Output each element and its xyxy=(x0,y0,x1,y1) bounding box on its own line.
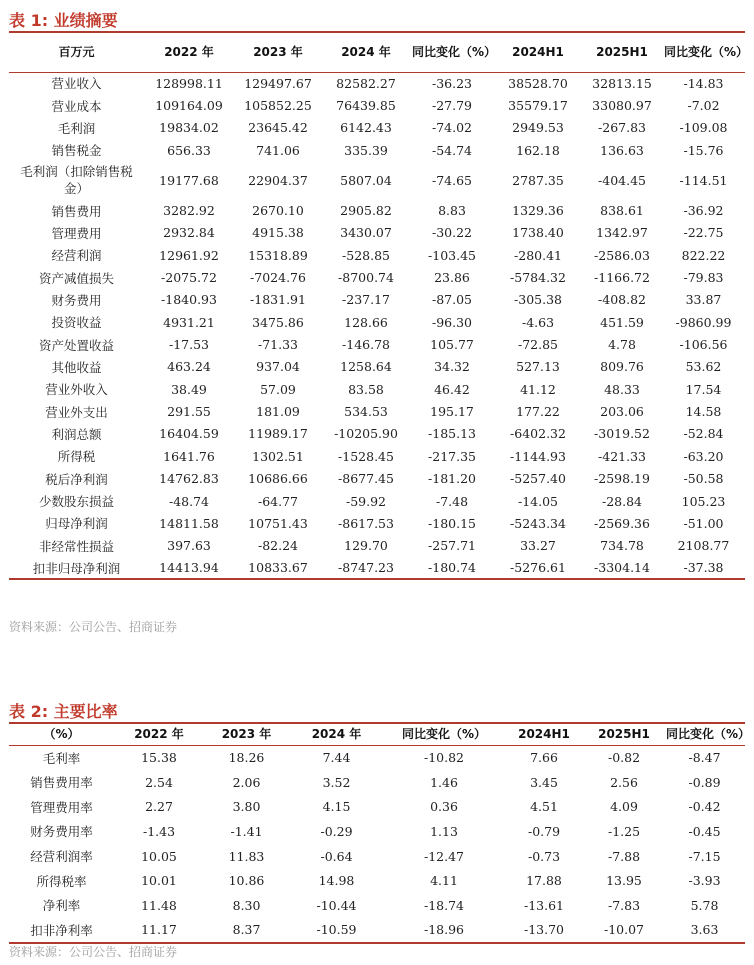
table1-cell: 4.78 xyxy=(608,337,636,353)
table1-cell: 181.09 xyxy=(256,404,300,420)
table1-cell: -3019.52 xyxy=(594,426,650,442)
table2-header-cell: （%） xyxy=(9,723,114,745)
table1-cell: 1342.97 xyxy=(596,225,648,241)
table2-row-label: 所得税率 xyxy=(36,873,87,889)
table2-header-cell: 同比变化（%） xyxy=(664,723,745,745)
table2-header-cell: 2024 年 xyxy=(289,723,384,745)
table1-cell: 16404.59 xyxy=(159,426,219,442)
table1-cell: 195.17 xyxy=(430,404,474,420)
table1-cell: 14811.58 xyxy=(159,515,219,531)
table1-cell: -72.85 xyxy=(517,337,558,353)
table2-cell: 14.98 xyxy=(318,873,355,889)
table1-cell: 534.53 xyxy=(344,404,388,420)
table2-cell: 2.56 xyxy=(610,774,638,790)
table2-cell: 11.83 xyxy=(228,848,265,864)
table1-cell: 23.86 xyxy=(434,270,470,286)
table1-cell: -3304.14 xyxy=(594,560,650,576)
table1-row-label: 利润总额 xyxy=(51,426,102,442)
table1-cell: 128998.11 xyxy=(155,75,223,91)
table2-cell: 2.27 xyxy=(145,799,173,815)
table2-header-cell: 2023 年 xyxy=(204,723,289,745)
table1-header-cell: 2025H1 xyxy=(582,32,662,72)
table1-cell: -421.33 xyxy=(598,448,646,464)
table1-row-label: 少数股东损益 xyxy=(38,494,114,510)
table1-row xyxy=(9,512,745,534)
table1-cell: 741.06 xyxy=(256,142,300,158)
table1-cell: -257.71 xyxy=(428,538,476,554)
table1-cell: -2586.03 xyxy=(594,247,650,263)
table1-cell: -2569.36 xyxy=(594,515,650,531)
table1-cell: 17.54 xyxy=(685,381,722,397)
table2-cell: 13.95 xyxy=(606,873,642,889)
table2-cell: 8.30 xyxy=(232,897,261,913)
table2-cell: -0.82 xyxy=(607,750,641,766)
table1-row xyxy=(9,400,745,422)
table1-cell: 451.59 xyxy=(600,314,644,330)
table1-cell: -1166.72 xyxy=(594,270,650,286)
table2-cell: 7.44 xyxy=(322,750,351,766)
table2-cell: -0.29 xyxy=(320,823,353,839)
table1-cell: -54.74 xyxy=(431,142,472,158)
table1-cell: 38528.70 xyxy=(508,75,568,91)
table2-cell: -1.25 xyxy=(607,823,641,839)
table1-cell: 48.33 xyxy=(604,381,640,397)
table1-cell: -2598.19 xyxy=(594,471,650,487)
table1-row-label: 资产处置收益 xyxy=(38,337,114,353)
table1-cell: 291.55 xyxy=(167,404,211,420)
table1-cell: 162.18 xyxy=(516,142,560,158)
table2-cell: 10.01 xyxy=(141,873,177,889)
performance-summary-table xyxy=(9,31,749,580)
table1-cell: 41.12 xyxy=(520,381,556,397)
table2-cell: -0.64 xyxy=(320,848,353,864)
table1-cell: 1641.76 xyxy=(163,448,215,464)
table1-row-label: 财务费用 xyxy=(51,292,102,308)
table1-cell: -74.02 xyxy=(431,120,472,136)
table1-cell: -71.33 xyxy=(257,337,298,353)
table1-cell: 2905.82 xyxy=(340,203,392,219)
table1-cell: -59.92 xyxy=(345,493,386,509)
table1-row-label: 管理费用 xyxy=(51,225,102,241)
table1-cell: -305.38 xyxy=(514,292,562,308)
table1-row-label: 毛利润（扣除销售税金） xyxy=(20,164,133,197)
table1-cell: 23645.42 xyxy=(248,120,308,136)
table2-cell: -0.79 xyxy=(527,823,561,839)
table1-cell: -51.00 xyxy=(683,515,724,531)
table2-cell: -7.83 xyxy=(607,897,641,913)
table1-row xyxy=(9,356,745,378)
table1-cell: -280.41 xyxy=(514,247,562,263)
table1-cell: 14.58 xyxy=(685,404,722,420)
table2-cell: -13.70 xyxy=(523,922,564,938)
table2-cell: -12.47 xyxy=(423,848,464,864)
table1-cell: 3475.86 xyxy=(252,314,304,330)
table1-cell: 10686.66 xyxy=(248,471,308,487)
table1-cell: 734.78 xyxy=(600,538,644,554)
table2-row-label: 扣非净利率 xyxy=(30,922,93,938)
table1-cell: -1528.45 xyxy=(338,448,394,464)
table2-cell: 3.63 xyxy=(690,922,719,938)
table1-cell: 128.66 xyxy=(344,314,388,330)
table2-row xyxy=(9,819,745,844)
table2-cell: 2.54 xyxy=(145,774,173,790)
table1-cell: 809.76 xyxy=(600,359,644,375)
table2-cell: -10.59 xyxy=(316,922,357,938)
table1-row-label: 投资收益 xyxy=(51,315,102,331)
table1-cell: 1738.40 xyxy=(512,225,564,241)
table2-cell: -7.88 xyxy=(607,848,641,864)
table1-cell: 46.42 xyxy=(434,381,470,397)
table2-cell: -8.47 xyxy=(688,750,721,766)
table2-cell: -10.82 xyxy=(423,750,464,766)
table1-cell: -36.92 xyxy=(683,203,724,219)
table1-header-cell: 百万元 xyxy=(9,32,144,72)
table1-cell: 822.22 xyxy=(681,247,726,263)
table2-cell: -13.61 xyxy=(523,897,564,913)
table2-cell: 4.11 xyxy=(430,873,458,889)
table1-cell: 397.63 xyxy=(167,538,211,554)
table1-cell: -22.75 xyxy=(683,225,724,241)
table1-cell: -8700.74 xyxy=(338,270,394,286)
table2-cell: -18.96 xyxy=(423,922,464,938)
table2-cell: 15.38 xyxy=(141,750,177,766)
table1-cell: 19177.68 xyxy=(159,172,219,188)
table2-cell: 0.36 xyxy=(430,799,458,815)
table1-cell: 15318.89 xyxy=(248,247,308,263)
table1-cell: -79.83 xyxy=(683,270,724,286)
table1-row xyxy=(9,199,745,221)
table1-header-cell: 2024 年 xyxy=(322,32,410,72)
table2-cell: 11.17 xyxy=(141,922,177,938)
table1-cell: 937.04 xyxy=(256,359,300,375)
table2-cell: 17.88 xyxy=(526,873,562,889)
table1-cell: -8617.53 xyxy=(338,515,394,531)
table2-cell: 3.80 xyxy=(232,799,261,815)
table1-cell: -52.84 xyxy=(683,426,724,442)
table2-cell: 3.52 xyxy=(322,774,351,790)
table2-row-label: 毛利率 xyxy=(42,750,81,766)
table1-cell: 3282.92 xyxy=(163,203,215,219)
table1-cell: -74.65 xyxy=(431,172,472,188)
table2-row-label: 管理费用率 xyxy=(30,799,93,815)
table1-cell: 38.49 xyxy=(171,381,207,397)
table2-cell: 11.48 xyxy=(141,897,177,913)
table2-header-cell: 2022 年 xyxy=(114,723,204,745)
table1-cell: 2949.53 xyxy=(512,120,564,136)
table1-row-label: 营业收入 xyxy=(51,76,102,92)
table1-cell: 8.83 xyxy=(438,203,466,219)
table1-cell: -217.35 xyxy=(428,448,476,464)
table2-cell: 3.45 xyxy=(530,774,558,790)
table1-row xyxy=(9,311,745,333)
table1-row-label: 扣非归母净利润 xyxy=(32,560,121,576)
table1-cell: -1840.93 xyxy=(161,292,217,308)
table1-cell: 14413.94 xyxy=(159,560,219,576)
table1-header-cell: 2022 年 xyxy=(144,32,234,72)
table1-cell: -106.56 xyxy=(679,337,728,353)
table2-cell: 8.37 xyxy=(232,922,261,938)
table1-row xyxy=(9,378,745,400)
table1-cell: -15.76 xyxy=(683,142,724,158)
table1-cell: 22904.37 xyxy=(248,172,308,188)
table2-cell: -1.43 xyxy=(142,823,176,839)
table1-cell: -181.20 xyxy=(428,471,476,487)
table1-cell: -37.38 xyxy=(683,560,724,576)
table1-header-cell: 2023 年 xyxy=(234,32,322,72)
table1-row-label: 其他收益 xyxy=(51,359,102,375)
table1-header-cell: 同比变化（%） xyxy=(662,32,745,72)
key-ratios-table xyxy=(9,722,751,944)
table2-row xyxy=(9,794,745,819)
table1-header-cell: 同比变化（%） xyxy=(410,32,494,72)
table1-cell: 527.13 xyxy=(516,359,560,375)
table2-cell: 7.66 xyxy=(530,750,558,766)
table1-cell: -27.79 xyxy=(431,98,472,114)
table2-cell: -0.42 xyxy=(688,799,721,815)
table1-cell: 1329.36 xyxy=(512,203,564,219)
table2-cell: -10.07 xyxy=(603,922,644,938)
table2-cell: 4.15 xyxy=(322,799,351,815)
table1-cell: -7.48 xyxy=(435,493,469,509)
table1-cell: -180.15 xyxy=(428,515,476,531)
table2-cell: 5.78 xyxy=(690,897,719,913)
table1-cell: -2075.72 xyxy=(161,270,217,286)
table1-cell: 2787.35 xyxy=(512,172,564,188)
table1-cell: -146.78 xyxy=(342,337,390,353)
table2-row-label: 净利率 xyxy=(42,898,81,914)
table1-cell: 105.23 xyxy=(681,493,726,509)
table1-cell: 10833.67 xyxy=(248,560,308,576)
table1-cell: 129.70 xyxy=(344,538,388,554)
table2-cell: 10.05 xyxy=(141,848,177,864)
table1-cell: -1144.93 xyxy=(510,448,566,464)
table1-cell: 136.63 xyxy=(600,142,644,158)
table2-cell: 10.86 xyxy=(228,873,265,889)
table2-cell: -3.93 xyxy=(688,873,721,889)
table1-row xyxy=(9,117,745,139)
table1-cell: -50.58 xyxy=(683,471,724,487)
table1-cell: -180.74 xyxy=(428,560,476,576)
table2-row-label: 经营利润率 xyxy=(30,849,93,865)
table1-cell: -1831.91 xyxy=(250,292,306,308)
table1-cell: -237.17 xyxy=(342,292,390,308)
table1-cell: 3430.07 xyxy=(340,225,392,241)
table1-cell: 109164.09 xyxy=(155,98,223,114)
table1-cell: -5257.40 xyxy=(510,471,566,487)
table2-cell: -0.45 xyxy=(688,823,721,839)
table1-cell: 2108.77 xyxy=(677,538,730,554)
table2-row xyxy=(9,893,745,918)
table1-cell: -82.24 xyxy=(257,538,298,554)
table1-row xyxy=(9,161,745,199)
table1-cell: -30.22 xyxy=(431,225,472,241)
table1-cell: 83.58 xyxy=(348,381,384,397)
table1-cell: 105.77 xyxy=(430,337,474,353)
table1-row xyxy=(9,244,745,266)
table2-cell: -18.74 xyxy=(423,897,464,913)
table2-row xyxy=(9,745,745,770)
table2-cell: -10.44 xyxy=(316,897,357,913)
table1-source-note: 资料来源：公司公告、招商证券 xyxy=(9,620,178,634)
table2-cell: -0.89 xyxy=(688,774,721,790)
table1-cell: -5784.32 xyxy=(510,270,566,286)
table2-row-label: 销售费用率 xyxy=(30,775,93,791)
table1-cell: -87.05 xyxy=(431,292,472,308)
table1-cell: 4931.21 xyxy=(163,314,215,330)
table1-cell: -14.05 xyxy=(517,493,558,509)
table1-cell: 203.06 xyxy=(600,404,644,420)
table1-caption: 表 1: 业绩摘要 xyxy=(9,11,118,30)
table1-row-label: 营业成本 xyxy=(51,98,102,114)
table2-row-label: 财务费用率 xyxy=(30,824,93,840)
table1-cell: -36.23 xyxy=(431,75,472,91)
table1-cell: 14762.83 xyxy=(159,471,219,487)
table1-cell: -48.74 xyxy=(168,493,209,509)
table2-cell: -0.73 xyxy=(527,848,561,864)
table1-cell: 2932.84 xyxy=(163,225,215,241)
table2-header-row xyxy=(9,723,745,745)
table2-cell: 4.51 xyxy=(530,799,558,815)
table1-cell: -185.13 xyxy=(428,426,476,442)
table2-cell: 1.46 xyxy=(430,774,458,790)
table1-cell: -528.85 xyxy=(342,247,390,263)
table1-cell: 12961.92 xyxy=(159,247,219,263)
table1-row-label: 税后净利润 xyxy=(45,471,108,487)
table1-cell: 53.62 xyxy=(685,359,722,375)
table1-cell: 105852.25 xyxy=(244,98,312,114)
table1-cell: -10205.90 xyxy=(334,426,398,442)
table1-cell: 463.24 xyxy=(167,359,211,375)
table1-row-label: 资产减值损失 xyxy=(38,270,114,286)
table1-cell: 129497.67 xyxy=(244,75,312,91)
table1-cell: 34.32 xyxy=(434,359,470,375)
table1-row-label: 所得税 xyxy=(57,449,96,465)
table1-row xyxy=(9,423,745,445)
table1-cell: 32813.15 xyxy=(592,75,652,91)
table1-row xyxy=(9,266,745,288)
table1-row-label: 毛利润 xyxy=(57,120,96,136)
table1-cell: 177.22 xyxy=(516,404,560,420)
table1-cell: -17.53 xyxy=(168,337,209,353)
table2-row xyxy=(9,918,745,943)
table2-row xyxy=(9,770,745,795)
table1-row xyxy=(9,139,745,161)
table1-cell: 11989.17 xyxy=(248,426,308,442)
table1-row xyxy=(9,333,745,355)
table2-source-note: 资料来源：公司公告、招商证券 xyxy=(9,945,178,959)
table2-cell: 1.13 xyxy=(430,823,458,839)
table1-cell: -8677.45 xyxy=(338,471,394,487)
table2-cell: -1.41 xyxy=(230,823,263,839)
table1-row xyxy=(9,535,745,557)
table2-row xyxy=(9,868,745,893)
table1-cell: 33.27 xyxy=(520,538,556,554)
table1-cell: -7.02 xyxy=(687,98,720,114)
table1-cell: 10751.43 xyxy=(248,515,308,531)
table1-row xyxy=(9,468,745,490)
table1-row-label: 销售费用 xyxy=(51,203,102,219)
table2-header-cell: 同比变化（%） xyxy=(384,723,504,745)
table2-cell: 18.26 xyxy=(228,750,265,766)
table1-cell: 1258.64 xyxy=(340,359,392,375)
table2-cell: -7.15 xyxy=(688,848,721,864)
table1-cell: 4915.38 xyxy=(252,225,304,241)
table1-cell: 19834.02 xyxy=(159,120,219,136)
table1-cell: -114.51 xyxy=(679,172,728,188)
table1-cell: -8747.23 xyxy=(338,560,394,576)
table1-row xyxy=(9,557,745,579)
table1-cell: -14.83 xyxy=(683,75,724,91)
table1-row xyxy=(9,94,745,116)
table2-cell: 4.09 xyxy=(610,799,638,815)
table1-cell: 1302.51 xyxy=(252,448,304,464)
table1-cell: -28.84 xyxy=(601,493,642,509)
table1-row-label: 销售税金 xyxy=(51,143,102,159)
table1-row xyxy=(9,490,745,512)
table1-cell: 2670.10 xyxy=(252,203,304,219)
table1-cell: 82582.27 xyxy=(336,75,396,91)
table1-cell: 33080.97 xyxy=(592,98,652,114)
table2-row xyxy=(9,844,745,869)
table1-cell: 838.61 xyxy=(600,203,644,219)
table1-row xyxy=(9,445,745,467)
table1-header-cell: 2024H1 xyxy=(494,32,582,72)
table1-row-label: 营业外支出 xyxy=(45,404,108,420)
table1-cell: 35579.17 xyxy=(508,98,568,114)
table1-cell: -5243.34 xyxy=(510,515,566,531)
table1-header-row xyxy=(9,32,745,72)
table2-header-cell: 2024H1 xyxy=(504,723,584,745)
table1-cell: 76439.85 xyxy=(336,98,396,114)
table1-cell: -408.82 xyxy=(598,292,646,308)
table1-cell: 335.39 xyxy=(344,142,388,158)
table1-cell: -404.45 xyxy=(598,172,646,188)
table1-cell: -96.30 xyxy=(431,314,472,330)
table1-row-label: 非经常性损益 xyxy=(38,538,114,554)
table1-cell: -5276.61 xyxy=(510,560,566,576)
table1-cell: -103.45 xyxy=(428,247,476,263)
table1-cell: -4.63 xyxy=(521,314,555,330)
table1-row xyxy=(9,222,745,244)
table1-cell: 6142.43 xyxy=(340,120,392,136)
table1-cell: 5807.04 xyxy=(340,172,392,188)
table2-caption: 表 2: 主要比率 xyxy=(9,702,118,721)
table1-cell: -9860.99 xyxy=(675,314,732,330)
table1-cell: 57.09 xyxy=(260,381,296,397)
table1-row xyxy=(9,289,745,311)
table1-cell: -267.83 xyxy=(598,120,646,136)
table2-header-cell: 2025H1 xyxy=(584,723,664,745)
table1-cell: -63.20 xyxy=(683,448,724,464)
table1-row xyxy=(9,72,745,94)
table1-row-label: 经营利润 xyxy=(51,248,102,264)
table1-cell: -6402.32 xyxy=(510,426,566,442)
table1-row-label: 营业外收入 xyxy=(45,382,108,398)
table2-cell: 2.06 xyxy=(232,774,261,790)
table1-cell: -109.08 xyxy=(679,120,728,136)
table1-cell: -64.77 xyxy=(257,493,298,509)
table1-row-label: 归母净利润 xyxy=(45,516,108,532)
table1-cell: 33.87 xyxy=(685,292,722,308)
table1-cell: -7024.76 xyxy=(250,270,306,286)
table1-cell: 656.33 xyxy=(167,142,211,158)
